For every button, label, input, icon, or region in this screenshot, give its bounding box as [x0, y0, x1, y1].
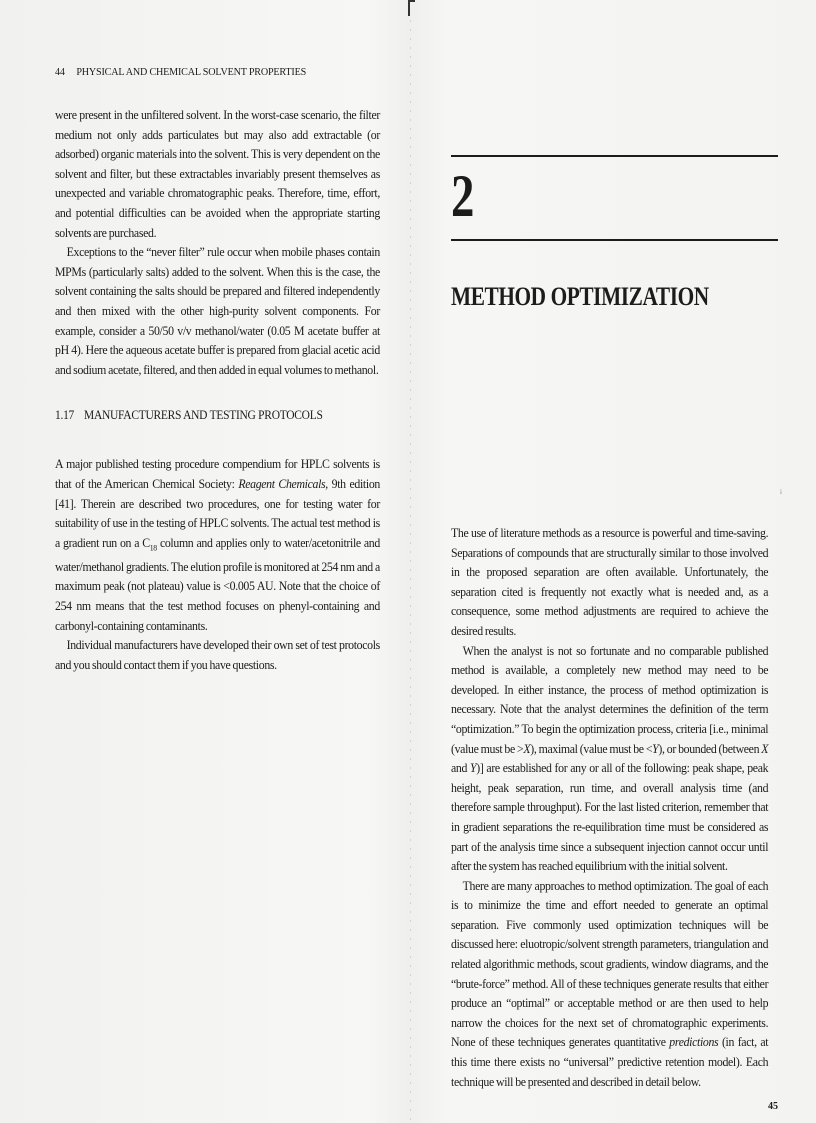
running-head	[55, 66, 363, 78]
right-page-number: 45	[768, 1101, 778, 1112]
left-page	[55, 66, 390, 675]
paragraph-testing-procedure: A major published testing procedure compendium for HPLC solvents is that of the American Chemical Society: Reagent Chemicals, 9th edition [41]. Therein are described two procedures, one for testing water for suitability of use in the testing of HPLC solvents. The actual test method is a gradient run on a $C_{18}$ column and applies only to water/acetonitrile and water/methanol gradients. The elution profile is monitored at 254 nm and a maximum peak (not plateau) value is <0.005 AU. Note that the choice of 254 nm means that the test method focuses on phenyl-containing and carbonyl-containing contaminants.	[55, 457, 380, 633]
running-head-title: PHYSICAL AND CHEMICAL SOLVENT PROPERTIES	[76, 66, 307, 78]
paragraph-literature-methods: The use of literature methods as a resource is powerful and time-saving. Separations of compounds that are structurally similar to those involved in the proposed separation are often available. Unfortunately, the separation cited is frequently not exactly what is needed and, as a consequence, some method adjustments are required to achieve the desired results.	[451, 526, 769, 638]
section-title: MANUFACTURERS AND TESTING PROTOCOLS	[83, 408, 323, 423]
paragraph-manufacturers: Individual manufacturers have developed their own set of test protocols and you should contact them if you have questions.	[55, 638, 380, 672]
paragraph-exceptions: Exceptions to the “never filter” rule occur when mobile phases contain MPMs (particularly salts) added to the solvent. When this is the case, the solvent containing the salts should be prepared and filtered independently and then mixed with the other high-purity solvent components. For example, consider a 50/50 v/v methanol/water (0.05 M acetate buffer at pH 4). Here the aqueous acetate buffer is prepared from glacial acetic acid and sodium acetate, filtered, and then added in equal volumes to methanol.	[55, 245, 380, 377]
section-number: 1.17	[55, 408, 75, 423]
paragraph-optimization-criteria: When the analyst is not so fortunate and no comparable published method is available, a completely new method may need to be developed. In either instance, the process of method optimization is necessary. Note that the analyst determines the definition of the term “optimization.” To begin the optimization process, criteria [i.e., minimal (value must be >X), maximal (value must be <Y), or bounded (between X and Y)] are established for any or all of the following: peak shape, peak height, peak separation, run time, and overall analysis time (and therefore sample throughput). For the last listed criterion, remember that in gradient separations the re-equilibration time must be considered as part of the analysis time since a subsequent injection cannot occur until after the system has reached equilibrium with the initial solvent.	[451, 643, 769, 874]
left-page-number: 44	[55, 66, 65, 78]
chapter-number: 2	[451, 163, 475, 229]
gutter-shadow	[410, 20, 411, 1120]
chapter-rule-bottom	[451, 239, 778, 241]
paragraph-approaches: There are many approaches to method optimization. The goal of each is to minimize the time and effort needed to generate an optimal separation. Five commonly used optimization techniques will be discussed here: eluotropic/solvent strength parameters, triangulation and related algorithmic methods, scout gradients, window diagrams, and the “brute-force” method. All of these techniques generate results that either produce an “optimal” or acceptable method or are then used to help narrow the choices for the next set of chromatographic experiments. None of these techniques generates quantitative predictions (in fact, at this time there exists no “universal” predictive retention model). Each technique will be presented and described in detail below.	[451, 878, 769, 1089]
margin-mark: i	[780, 488, 782, 496]
right-page-body	[451, 524, 778, 1092]
gutter-mark	[408, 0, 410, 16]
section-heading	[55, 408, 363, 423]
chapter-title: METHOD OPTIMIZATION	[451, 282, 709, 311]
paragraph-filter: were present in the unfiltered solvent. In the worst-case scenario, the filter medium not only adds particulates but may also add extractable (or adsorbed) organic materials into the solvent. This is very dependent on the solvent and filter, but these extractables invariably present themselves as unexpected and variable chromatographic peaks. Therefore, time, effort, and potential difficulties can be avoided when the appropriate starting solvents are purchased.	[55, 108, 380, 240]
chapter-rule-top	[451, 155, 778, 157]
